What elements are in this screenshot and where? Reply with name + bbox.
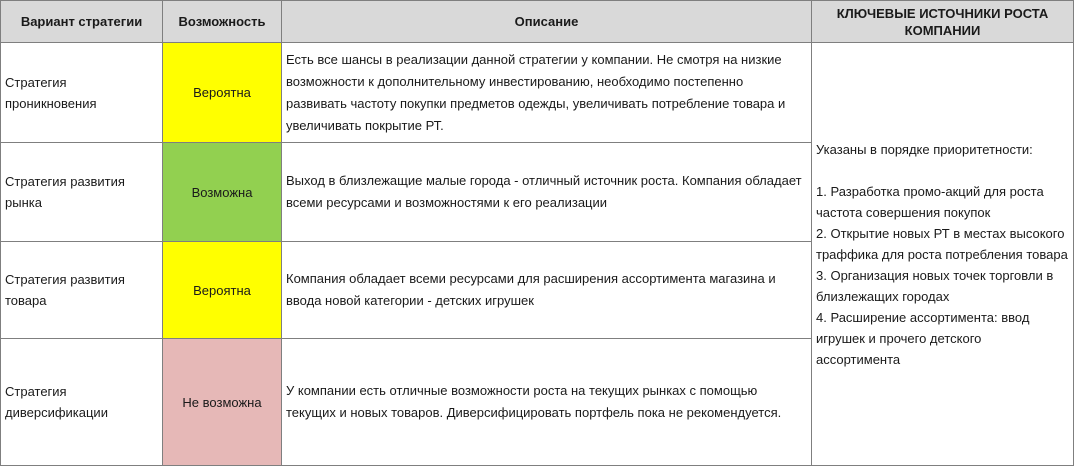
possibility-cell: Не возможна (163, 339, 282, 466)
variant-cell: Стратегия развития товара (1, 242, 163, 339)
description-cell: Есть все шансы в реализации данной стратегии у компании. Не смотря на низкие возможности к дополнительному инвестированию, необходимо постепенно развивать частоту покупки предметов одежды, увеличивать потребление товара и увеличивать покрытие РТ. (282, 43, 812, 143)
variant-cell: Стратегия проникновения (1, 43, 163, 143)
source-item: 1. Разработка промо-акций для роста частота совершения покупок (816, 183, 1044, 220)
header-sources: КЛЮЧЕВЫЕ ИСТОЧНИКИ РОСТА КОМПАНИИ (812, 1, 1074, 43)
description-cell: Компания обладает всеми ресурсами для расширения ассортимента магазина и ввода новой категории - детских игрушек (282, 242, 812, 339)
description-cell: Выход в близлежащие малые города - отличный источник роста. Компания обладает всеми ресурсами и возможностями к его реализации (282, 143, 812, 242)
description-cell: У компании есть отличные возможности роста на текущих рынках с помощью текущих и новых товаров. Диверсифицировать портфель пока не рекомендуется. (282, 339, 812, 466)
table-row (1, 43, 1074, 143)
possibility-cell: Вероятна (163, 242, 282, 339)
source-item: 3. Организация новых точек торговли в близлежащих городах (816, 267, 1054, 304)
source-item: 2. Открытие новых РТ в местах высокого траффика для роста потребления товара (816, 225, 1068, 262)
header-description: Описание (282, 1, 812, 43)
source-item: 4. Расширение ассортимента: ввод игрушек и прочего детского ассортимента (816, 309, 1030, 367)
growth-sources-cell (812, 43, 1074, 466)
variant-cell: Стратегия диверсификации (1, 339, 163, 466)
header-variant: Вариант стратегии (1, 1, 163, 43)
header-possibility: Возможность (163, 1, 282, 43)
variant-cell: Стратегия развития рынка (1, 143, 163, 242)
header-row (1, 1, 1074, 43)
sources-intro: Указаны в порядке приоритетности: (816, 141, 1033, 157)
possibility-cell: Возможна (163, 143, 282, 242)
possibility-cell: Вероятна (163, 43, 282, 143)
